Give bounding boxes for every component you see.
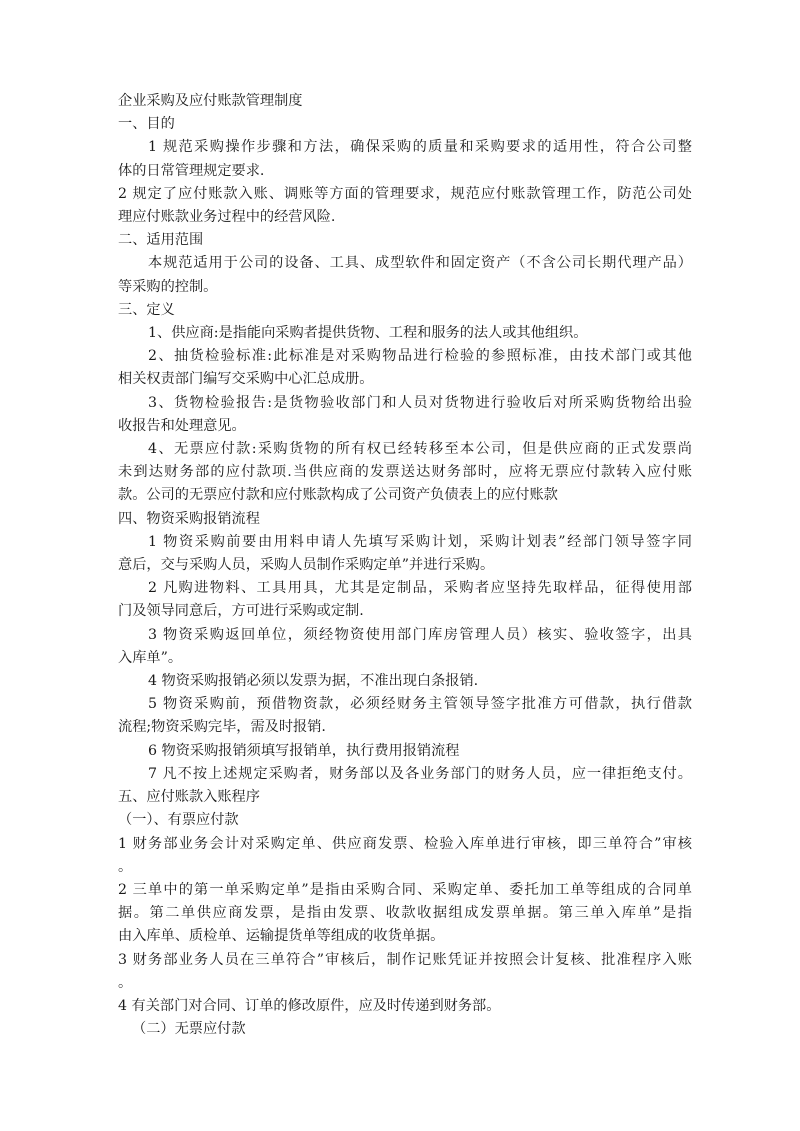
document-line: 3 物资采购返回单位，须经物资使用部门库房管理人员）核实、验收签字，出具 — [148, 626, 692, 643]
document-line: 五、应付账款入账程序 — [118, 789, 260, 806]
document-line: 由入库单、质检单、运输提货单等组成的收货单据。 — [118, 928, 445, 945]
document-line: 款。公司的无票应付款和应付账款构成了公司资产负债表上的应付账款 — [118, 487, 558, 504]
document-line: 1 财务部业务会计对采购定单、供应商发票、检验入库单进行审核，即三单符合”审核 — [118, 835, 692, 852]
document-line: 6 物资采购报销须填写报销单，执行费用报销流程 — [148, 742, 460, 759]
document-line: 收报告和处理意见。 — [118, 417, 246, 434]
document-line: 。 — [118, 858, 133, 875]
document-line: 4、无票应付款:采购货物的所有权已经转移至本公司，但是供应商的正式发票尚 — [148, 441, 692, 458]
document-line: 意后，交与采购人员，采购人员制作采购定单”并进行采购。 — [118, 557, 495, 574]
document-line: 一、目的 — [118, 116, 175, 133]
document-line: （二）无票应付款 — [132, 1021, 246, 1038]
document-line: 2 凡购进物料、工具用具，尤其是定制品，采购者应坚持先取样品，征得使用部 — [148, 580, 692, 597]
document-line: 2 三单中的第一单采购定单”是指由采购合同、采购定单、委托加工单等组成的合同单 — [118, 881, 692, 898]
document-line: 四、物资采购报销流程 — [118, 510, 260, 527]
document-line: 1 物资采购前要由用料申请人先填写采购计划，采购计划表”经部门领导签字同 — [148, 533, 692, 550]
document-line: 企业采购及应付账款管理制度 — [118, 93, 303, 109]
document-line: 5 物资采购前，预借物资款，必须经财务主管领导签字批准方可借款，执行借款 — [148, 696, 692, 713]
document-line: 入库单”。 — [118, 649, 183, 666]
document-line: 据。第二单供应商发票，是指由发票、收款收据组成发票单据。第三单入库单”是指 — [118, 905, 692, 922]
document-line: 1、供应商:是指能向采购者提供货物、工程和服务的法人或其他组织。 — [148, 325, 588, 342]
document-line: 2 规定了应付账款入账、调账等方面的管理要求，规范应付账款管理工作，防范公司处 — [118, 185, 692, 202]
document-line: 二、适用范围 — [118, 232, 204, 249]
document-line: 2、抽货检验标准:此标准是对采购物品进行检验的参照标准，由技术部门或其他 — [148, 348, 692, 365]
document-line: 4 有关部门对合同、订单的修改原件，应及时传递到财务部。 — [118, 997, 501, 1014]
document-line: 本规范适用于公司的设备、工具、成型软件和固定资产（不含公司长期代理产品） — [148, 255, 692, 272]
document-line: 等采购的控制。 — [118, 278, 218, 295]
document-line: 三、定义 — [118, 301, 175, 318]
document-page — [118, 90, 692, 1041]
document-line: 体的日常管理规定要求. — [118, 162, 265, 179]
document-line: 相关权责部门编写交采购中心汇总成册。 — [118, 371, 374, 388]
document-line: 7 凡不按上述规定采购者，财务部以及各业务部门的财务人员，应一律拒绝支付。 — [148, 765, 692, 782]
document-line: 。 — [118, 974, 133, 991]
document-line: 未到达财务部的应付款项.当供应商的发票送达财务部时，应将无票应付款转入应付账 — [118, 464, 692, 481]
document-line: 流程;物资采购完毕，需及时报销. — [118, 719, 326, 736]
document-line: （一）、有票应付款 — [118, 812, 239, 829]
document-line: 3、货物检验报告:是货物验收部门和人员对货物进行验收后对所采购货物给出验 — [148, 394, 692, 411]
document-line: 3 财务部业务人员在三单符合”审核后，制作记账凭证并按照会计复核、批准程序入账 — [118, 951, 692, 968]
document-line: 1 规范采购操作步骤和方法，确保采购的质量和采购要求的适用性，符合公司整 — [148, 139, 692, 156]
document-line: 理应付账款业务过程中的经营风险. — [118, 209, 336, 226]
document-line: 门及领导同意后，方可进行采购或定制. — [118, 603, 364, 620]
document-line: 4 物资采购报销必须以发票为据，不准出现白条报销. — [148, 673, 479, 690]
